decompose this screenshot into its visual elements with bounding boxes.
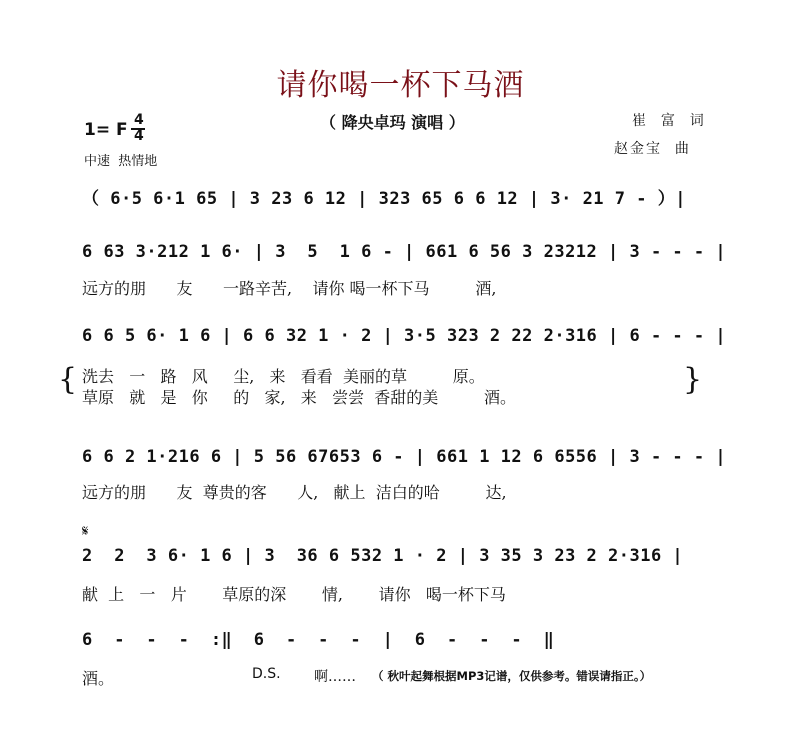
lyric-row-4: 远方的朋 友 尊贵的客 人, 献上 洁白的哈 达, — [82, 483, 507, 502]
dal-segno-marking: D.S. — [252, 666, 281, 682]
time-signature-denominator: 4 — [134, 128, 144, 144]
song-title: 请你喝一杯下马酒 — [276, 68, 525, 103]
lyric-row-3-verse-2: 草原 就 是 你 的 家, 来 尝尝 香甜的美 酒。 — [82, 388, 517, 407]
notation-row-3: 6 6 5 6· 1 6 | 6 6 32 1 · 2 | 3·5 323 2 22 2·316 | 6 - - - | — [82, 326, 727, 346]
transcription-footnote: （ 秋叶起舞根据MP3记谱，仅供参考。错误请指正。） — [372, 669, 652, 683]
time-signature-numerator: 4 — [134, 112, 144, 128]
verse-brace-right: } — [683, 362, 703, 397]
notation-row-6: 6 - - - :‖ 6 - - - | 6 - - - ‖ — [82, 630, 555, 650]
composer-credit: 赵金宝 曲 — [614, 141, 691, 157]
notation-row-1: （ 6·5 6·1 65 | 3 23 6 12 | 323 65 6 6 12 | 3· 21 7 - ）| — [82, 189, 686, 209]
lyric-row-6: 酒。 — [82, 669, 115, 688]
lyricist-credit: 崔 富 词 — [632, 113, 706, 129]
lyric-row-2: 远方的朋 友 一路辛苦, 请你 喝一杯下马 酒, — [82, 279, 497, 298]
notation-row-5: 2 2 3 6· 1 6 | 3 36 6 532 1 · 2 | 3 35 3 23 2 2·316 | — [82, 546, 684, 566]
ah-lyric: 啊…… — [314, 669, 356, 685]
lyric-row-3-verse-1: 洗去 一 路 风 尘, 来 看看 美丽的草 原。 — [82, 367, 485, 386]
tempo-marking: 中速 热情地 — [84, 154, 158, 169]
lyric-row-5: 献 上 一 片 草原的深 情, 请你 喝一杯下马 — [82, 585, 506, 604]
segno-sign: 𝄋 — [82, 522, 89, 540]
notation-row-4: 6 6 2 1·216 6 | 5 56 67653 6 - | 661 1 12 6 6556 | 3 - - - | — [82, 447, 727, 467]
key-signature: 1= F — [84, 120, 128, 140]
verse-brace-left: { — [58, 362, 78, 397]
singer-credit: （ 降央卓玛 演唱 ） — [320, 113, 465, 132]
notation-row-2: 6 63 3·212 1 6· | 3 5 1 6 - | 661 6 56 3 23212 | 3 - - - | — [82, 242, 727, 262]
